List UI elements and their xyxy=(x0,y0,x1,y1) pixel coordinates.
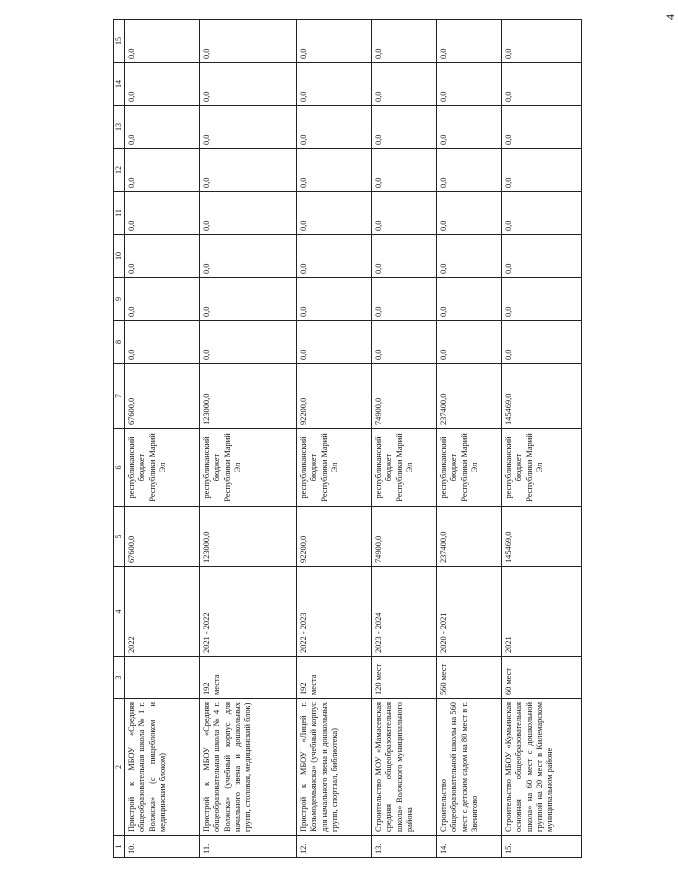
value-cell: 0,0 xyxy=(200,278,297,321)
estimated-cost: 74900,0 xyxy=(372,507,437,567)
value-cell: 0,0 xyxy=(437,106,502,149)
table-row xyxy=(297,20,372,858)
total-amount: 67600,0 xyxy=(125,364,200,429)
total-amount: 145469,0 xyxy=(502,364,582,429)
value-cell: 0,0 xyxy=(372,106,437,149)
row-number: 14. xyxy=(437,836,502,858)
value-cell: 0,0 xyxy=(297,20,372,63)
value-cell: 0,0 xyxy=(372,321,437,364)
table-row xyxy=(437,20,502,858)
row-number: 11. xyxy=(200,836,297,858)
value-cell: 0,0 xyxy=(437,192,502,235)
total-amount: 74900,0 xyxy=(372,364,437,429)
value-cell: 0,0 xyxy=(297,235,372,278)
value-cell: 0,0 xyxy=(437,235,502,278)
total-amount: 123000,0 xyxy=(200,364,297,429)
column-number: 1 xyxy=(114,836,125,858)
value-cell: 0,0 xyxy=(372,149,437,192)
column-number: 13 xyxy=(114,106,125,149)
funding-source: республиканский бюджет Республики Марий Эл xyxy=(502,429,582,507)
estimated-cost: 145469,0 xyxy=(502,507,582,567)
column-number: 6 xyxy=(114,429,125,507)
value-cell: 0,0 xyxy=(502,192,582,235)
value-cell: 0,0 xyxy=(125,20,200,63)
value-cell: 0,0 xyxy=(125,278,200,321)
column-number: 12 xyxy=(114,149,125,192)
object-name: Пристрой к МБОУ «Средняя общеобразовательная школа № 4 г. Волжска» (учебный корпус для начального звена и дошкольных групп, столовая, медицинский блок) xyxy=(200,699,297,836)
table-row xyxy=(502,20,582,858)
value-cell: 0,0 xyxy=(125,235,200,278)
value-cell: 0,0 xyxy=(125,63,200,106)
value-cell: 0,0 xyxy=(125,149,200,192)
value-cell: 0,0 xyxy=(297,192,372,235)
value-cell: 0,0 xyxy=(200,192,297,235)
capacity: 120 мест xyxy=(372,657,437,699)
value-cell: 0,0 xyxy=(437,321,502,364)
value-cell: 0,0 xyxy=(200,149,297,192)
page-number: 4 xyxy=(663,14,677,20)
column-number: 2 xyxy=(114,699,125,836)
value-cell: 0,0 xyxy=(297,149,372,192)
value-cell: 0,0 xyxy=(502,321,582,364)
column-number: 10 xyxy=(114,235,125,278)
value-cell: 0,0 xyxy=(372,278,437,321)
value-cell: 0,0 xyxy=(502,235,582,278)
period: 2022 - 2023 xyxy=(297,567,372,657)
funding-source: республиканский бюджет Республики Марий Эл xyxy=(437,429,502,507)
object-name: Строительство МБОУ «Кумьинская основная общеобразовательная школа» на 60 мест с дошкольной группой на 20 мест в Килемарском муниципальном районе xyxy=(502,699,582,836)
estimated-cost: 92200,0 xyxy=(297,507,372,567)
value-cell: 0,0 xyxy=(297,106,372,149)
row-number: 12. xyxy=(297,836,372,858)
value-cell: 0,0 xyxy=(297,278,372,321)
total-amount: 92200,0 xyxy=(297,364,372,429)
column-number: 5 xyxy=(114,507,125,567)
column-number: 14 xyxy=(114,63,125,106)
capacity: 60 мест xyxy=(502,657,582,699)
value-cell: 0,0 xyxy=(502,278,582,321)
value-cell: 0,0 xyxy=(297,321,372,364)
value-cell: 0,0 xyxy=(200,106,297,149)
capacity: 192 места xyxy=(200,657,297,699)
column-number: 8 xyxy=(114,321,125,364)
period: 2022 xyxy=(125,567,200,657)
value-cell: 0,0 xyxy=(200,235,297,278)
value-cell: 0,0 xyxy=(372,63,437,106)
column-number: 3 xyxy=(114,657,125,699)
object-name: Строительство МОУ «Мамасевская средняя общеобразовательная школа» Волжского муниципального района xyxy=(372,699,437,836)
funding-source: республиканский бюджет Республики Марий Эл xyxy=(297,429,372,507)
column-number-row xyxy=(114,20,125,858)
value-cell: 0,0 xyxy=(125,106,200,149)
estimated-cost: 67600,0 xyxy=(125,507,200,567)
funding-source: республиканский бюджет Республики Марий Эл xyxy=(200,429,297,507)
funding-source: республиканский бюджет Республики Марий Эл xyxy=(372,429,437,507)
table-row xyxy=(372,20,437,858)
column-number: 15 xyxy=(114,20,125,63)
value-cell: 0,0 xyxy=(200,321,297,364)
table-row xyxy=(125,20,200,858)
table-row xyxy=(200,20,297,858)
value-cell: 0,0 xyxy=(502,20,582,63)
value-cell: 0,0 xyxy=(125,192,200,235)
row-number: 10. xyxy=(125,836,200,858)
column-number: 7 xyxy=(114,364,125,429)
period: 2021 xyxy=(502,567,582,657)
value-cell: 0,0 xyxy=(297,63,372,106)
value-cell: 0,0 xyxy=(372,235,437,278)
column-number: 11 xyxy=(114,192,125,235)
object-name: Строительство общеобразовательной школы на 560 мест с детским садом на 80 мест в г. Звенигово xyxy=(437,699,502,836)
estimated-cost: 237400,0 xyxy=(437,507,502,567)
row-number: 15. xyxy=(502,836,582,858)
value-cell: 0,0 xyxy=(437,149,502,192)
value-cell: 0,0 xyxy=(502,149,582,192)
period: 2020 - 2021 xyxy=(437,567,502,657)
period: 2023 - 2024 xyxy=(372,567,437,657)
total-amount: 237400,0 xyxy=(437,364,502,429)
value-cell: 0,0 xyxy=(437,20,502,63)
data-table-sheet xyxy=(113,36,633,858)
capacity: 192 места xyxy=(297,657,372,699)
capacity: 560 мест xyxy=(437,657,502,699)
value-cell: 0,0 xyxy=(125,321,200,364)
value-cell: 0,0 xyxy=(372,192,437,235)
value-cell: 0,0 xyxy=(372,20,437,63)
estimated-cost: 123000,0 xyxy=(200,507,297,567)
value-cell: 0,0 xyxy=(200,20,297,63)
value-cell: 0,0 xyxy=(502,63,582,106)
period: 2021 - 2022 xyxy=(200,567,297,657)
column-number: 9 xyxy=(114,278,125,321)
object-name: Пристрой к МБОУ «Лицей г. Козьмодемьянска» (учебный корпус для начального звена и дошкольных групп, спортзал, библиотека) xyxy=(297,699,372,836)
funding-source: республиканский бюджет Республики Марий Эл xyxy=(125,429,200,507)
row-number: 13. xyxy=(372,836,437,858)
column-number: 4 xyxy=(114,567,125,657)
value-cell: 0,0 xyxy=(437,63,502,106)
capacity xyxy=(125,657,200,699)
object-name: Пристрой к МБОУ «Средняя общеобразовательная школа № 1 г. Волжска» (с пищеблоком и медицинским блоком) xyxy=(125,699,200,836)
value-cell: 0,0 xyxy=(437,278,502,321)
value-cell: 0,0 xyxy=(200,63,297,106)
value-cell: 0,0 xyxy=(502,106,582,149)
data-table xyxy=(113,19,582,858)
